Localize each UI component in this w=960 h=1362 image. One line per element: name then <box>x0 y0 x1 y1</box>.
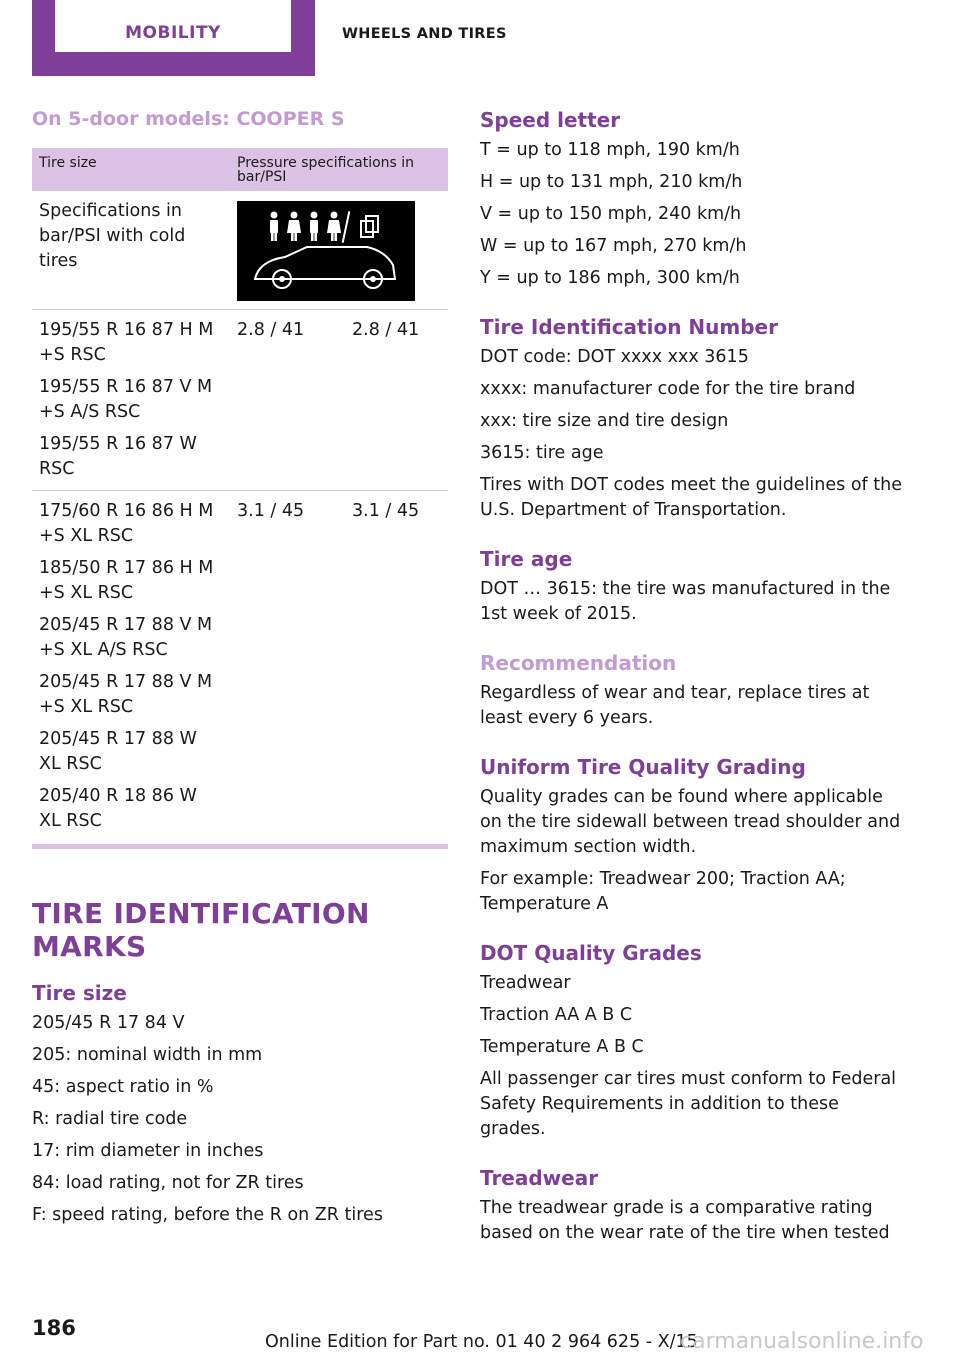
table-row <box>32 191 448 310</box>
section-title: WHEELS AND TIRES <box>342 26 507 42</box>
body-line: R: radial tire code <box>32 1109 188 1129</box>
pressure-rear: 2.8 / 41 <box>345 310 448 491</box>
body-line: 205/45 R 17 84 V <box>32 1013 185 1033</box>
section-heading: Speed letter <box>480 108 621 132</box>
col-header-tire-size: Tire size <box>32 148 230 191</box>
body-line: Tires with DOT codes meet the guidelines of the U.S. Department of Transportation. <box>480 475 902 520</box>
pressure-table <box>32 148 448 849</box>
section-heading: Uniform Tire Quality Grading <box>480 755 806 779</box>
body-line: The treadwear grade is a comparative rating based on the wear rate of the tire when tested <box>480 1198 890 1243</box>
body-line: F: speed rating, before the R on ZR tires <box>32 1205 383 1225</box>
edition-note: Online Edition for Part no. 01 40 2 964 625 - X/15 <box>265 1332 698 1352</box>
car-load-icon <box>237 201 415 301</box>
right-column <box>480 108 910 1270</box>
section-heading: Treadwear <box>480 1166 599 1190</box>
body-line: W = up to 167 mph, 270 km/h <box>480 236 747 256</box>
page-number: 186 <box>32 1316 76 1340</box>
body-line: Temperature A B C <box>480 1037 644 1057</box>
section-heading: Recommendation <box>480 651 677 675</box>
body-line: Treadwear <box>480 973 571 993</box>
tire-spec: 205/45 R 17 88 V M +S XL A/S RSC <box>39 615 213 660</box>
tire-spec: 205/45 R 17 88 V M +S XL RSC <box>39 672 213 717</box>
recommendation-section <box>480 651 910 731</box>
section-heading: Tire Identification Number <box>480 315 778 339</box>
body-line: H = up to 131 mph, 210 km/h <box>480 172 743 192</box>
body-line: 3615: tire age <box>480 443 604 463</box>
body-line: V = up to 150 mph, 240 km/h <box>480 204 742 224</box>
marks-title: TIRE IDENTIFICATION MARKS <box>32 897 370 963</box>
body-line: T = up to 118 mph, 190 km/h <box>480 140 740 160</box>
watermark[interactable]: carmanualsonline.info <box>680 1329 924 1354</box>
chapter-tab[interactable]: MOBILITY <box>55 0 291 52</box>
table-title: On 5-door models: COOPER S <box>32 108 345 130</box>
body-line: 84: load rating, not for ZR tires <box>32 1173 304 1193</box>
tire-spec: 205/40 R 18 86 W XL RSC <box>39 786 197 831</box>
body-line: DOT … 3615: the tire was manufactured in the 1st week of 2015. <box>480 579 891 624</box>
section-heading: Tire size <box>32 981 127 1005</box>
body-line: DOT code: DOT xxxx xxx 3615 <box>480 347 749 367</box>
treadwear-section <box>480 1166 910 1246</box>
pressure-front: 3.1 / 45 <box>230 491 345 847</box>
body-line: 205: nominal width in mm <box>32 1045 263 1065</box>
pressure-front: 2.8 / 41 <box>230 310 345 491</box>
body-line: For example: Treadwear 200; Traction AA; Temperature A <box>480 869 846 914</box>
tire-spec: 175/60 R 16 86 H M +S XL RSC <box>39 501 214 546</box>
body-line: Regardless of wear and tear, replace tires at least every 6 years. <box>480 683 870 728</box>
speed-letter-section <box>480 108 910 291</box>
body-line: Traction AA A B C <box>480 1005 633 1025</box>
body-line: Y = up to 186 mph, 300 km/h <box>480 268 740 288</box>
tire-spec: 195/55 R 16 87 W RSC <box>39 434 197 479</box>
tin-section <box>480 315 910 523</box>
left-column <box>32 108 448 1252</box>
table-row <box>32 310 448 491</box>
spec-label: Specifications in bar/PSI with cold tires <box>39 201 186 271</box>
body-line: 45: aspect ratio in % <box>32 1077 214 1097</box>
tire-spec: 185/50 R 17 86 H M +S XL RSC <box>39 558 214 603</box>
body-line: xxxx: manufacturer code for the tire brand <box>480 379 856 399</box>
tire-spec: 195/55 R 16 87 H M +S RSC <box>39 320 214 365</box>
body-line: 17: rim diameter in inches <box>32 1141 264 1161</box>
col-header-pressure: Pressure specifications in bar/PSI <box>230 148 448 191</box>
utqg-section <box>480 755 910 917</box>
dot-grades-section <box>480 941 910 1142</box>
tire-size-section <box>32 981 448 1228</box>
section-heading: Tire age <box>480 547 573 571</box>
car-load-pictogram <box>237 201 415 301</box>
body-line: xxx: tire size and tire design <box>480 411 729 431</box>
body-line: All passenger car tires must conform to Federal Safety Requirements in addition to these grades. <box>480 1069 897 1139</box>
body-line: Quality grades can be found where applicable on the tire sidewall between tread shoulder and maximum section width. <box>480 787 901 857</box>
tire-age-section <box>480 547 910 627</box>
pressure-rear: 3.1 / 45 <box>345 491 448 847</box>
tire-spec: 205/45 R 17 88 W XL RSC <box>39 729 197 774</box>
section-heading: DOT Quality Grades <box>480 941 702 965</box>
tire-spec: 195/55 R 16 87 V M +S A/S RSC <box>39 377 213 422</box>
table-row <box>32 491 448 847</box>
